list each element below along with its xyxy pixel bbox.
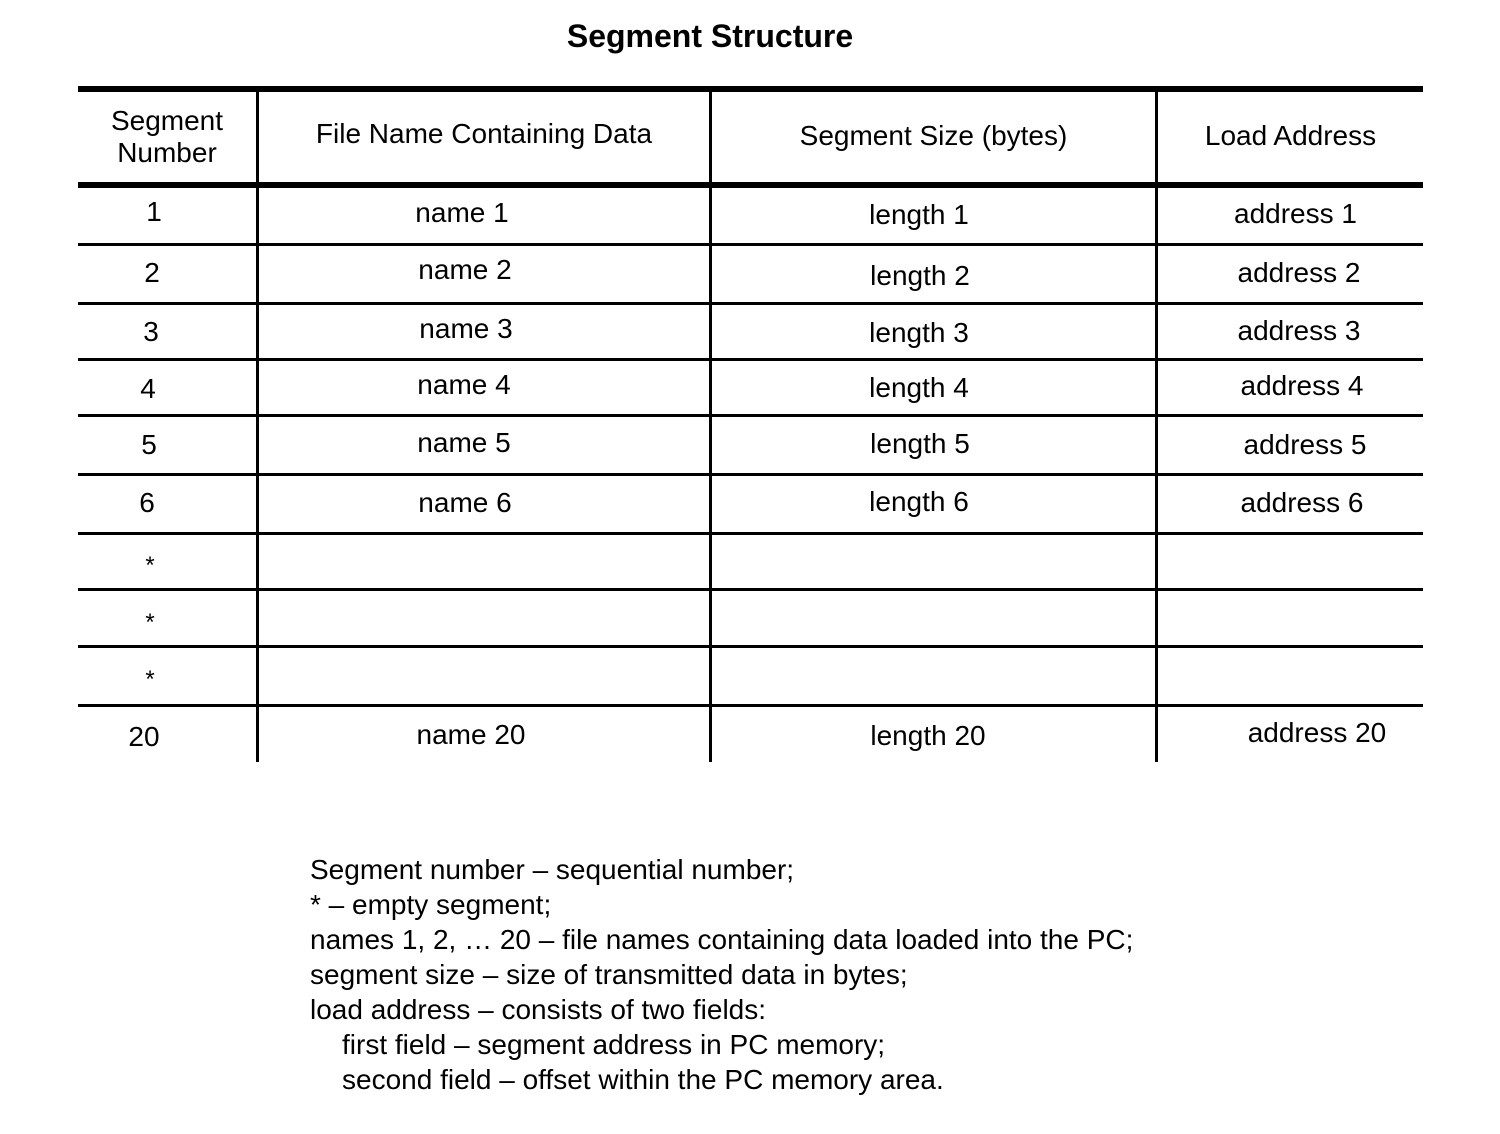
cell-segment-number: 20: [128, 721, 160, 752]
header-label: Segment Number: [110, 105, 224, 168]
header-file-name: [259, 92, 709, 176]
cell-file-name: name 5: [417, 427, 511, 458]
cell-file-name: name 3: [419, 313, 513, 344]
cell-segment-size: length 5: [870, 428, 970, 459]
cell-segment-number: *: [145, 609, 155, 636]
row-divider: [78, 588, 1423, 591]
cell-load-address: address 2: [1237, 257, 1361, 288]
cell-segment-number: 6: [139, 487, 155, 518]
cell-file-name: name 4: [417, 369, 511, 400]
cell-load-address: address 5: [1243, 429, 1367, 460]
cell-segment-number: 3: [143, 316, 159, 347]
cell-segment-size: length 20: [870, 720, 986, 751]
table-header-rule: [78, 182, 1423, 188]
cell-load-address: address 1: [1234, 198, 1357, 229]
cell-segment-size: length 1: [869, 199, 969, 230]
cell-load-address: address 6: [1240, 487, 1364, 518]
note-line: names 1, 2, … 20 – file names containing data loaded into the PC;: [310, 924, 1134, 955]
row-divider: [78, 358, 1423, 361]
note-line: * – empty segment;: [310, 889, 552, 920]
cell-load-address: address 3: [1237, 315, 1361, 346]
header-segment-size: [712, 92, 1155, 180]
cell-segment-number: *: [145, 666, 155, 693]
note-line: first field – segment address in PC memory;: [342, 1029, 886, 1060]
page-title: Segment Structure: [566, 18, 854, 54]
cell-segment-size: length 6: [869, 486, 969, 517]
cell-segment-size: length 2: [870, 260, 970, 291]
legend-notes: [310, 852, 1133, 1097]
row-divider: [78, 302, 1423, 305]
note-line: Segment number – sequential number;: [310, 854, 795, 885]
cell-segment-number: *: [145, 552, 155, 579]
cell-file-name: name 2: [418, 254, 512, 285]
row-divider: [78, 414, 1423, 417]
header-load-address: [1158, 92, 1423, 180]
header-label: File Name Containing Data: [315, 118, 653, 149]
note-line: segment size – size of transmitted data in bytes;: [310, 959, 908, 990]
cell-load-address: address 4: [1240, 370, 1364, 401]
header-label: Load Address: [1204, 120, 1377, 151]
header-segment-number: [78, 92, 256, 182]
cell-segment-number: 5: [141, 429, 157, 460]
cell-segment-number: 2: [144, 257, 160, 288]
row-divider: [78, 473, 1423, 476]
cell-load-address: address 20: [1247, 717, 1387, 748]
cell-segment-number: 4: [140, 373, 156, 404]
cell-file-name: name 1: [415, 197, 509, 228]
header-label: Segment Size (bytes): [799, 120, 1068, 151]
cell-segment-size: length 4: [869, 372, 969, 403]
cell-file-name: name 20: [416, 719, 526, 750]
row-divider: [78, 704, 1423, 707]
column-divider: [709, 91, 712, 762]
note-line: second field – offset within the PC memory area.: [342, 1064, 944, 1095]
segment-table: [78, 86, 1423, 762]
cell-segment-number: 1: [146, 196, 162, 227]
row-divider: [78, 243, 1423, 246]
row-divider: [78, 645, 1423, 648]
row-divider: [78, 532, 1423, 535]
column-divider: [1155, 91, 1158, 762]
cell-file-name: name 6: [418, 487, 512, 518]
cell-segment-size: length 3: [869, 317, 969, 348]
note-line: load address – consists of two fields:: [310, 994, 767, 1025]
